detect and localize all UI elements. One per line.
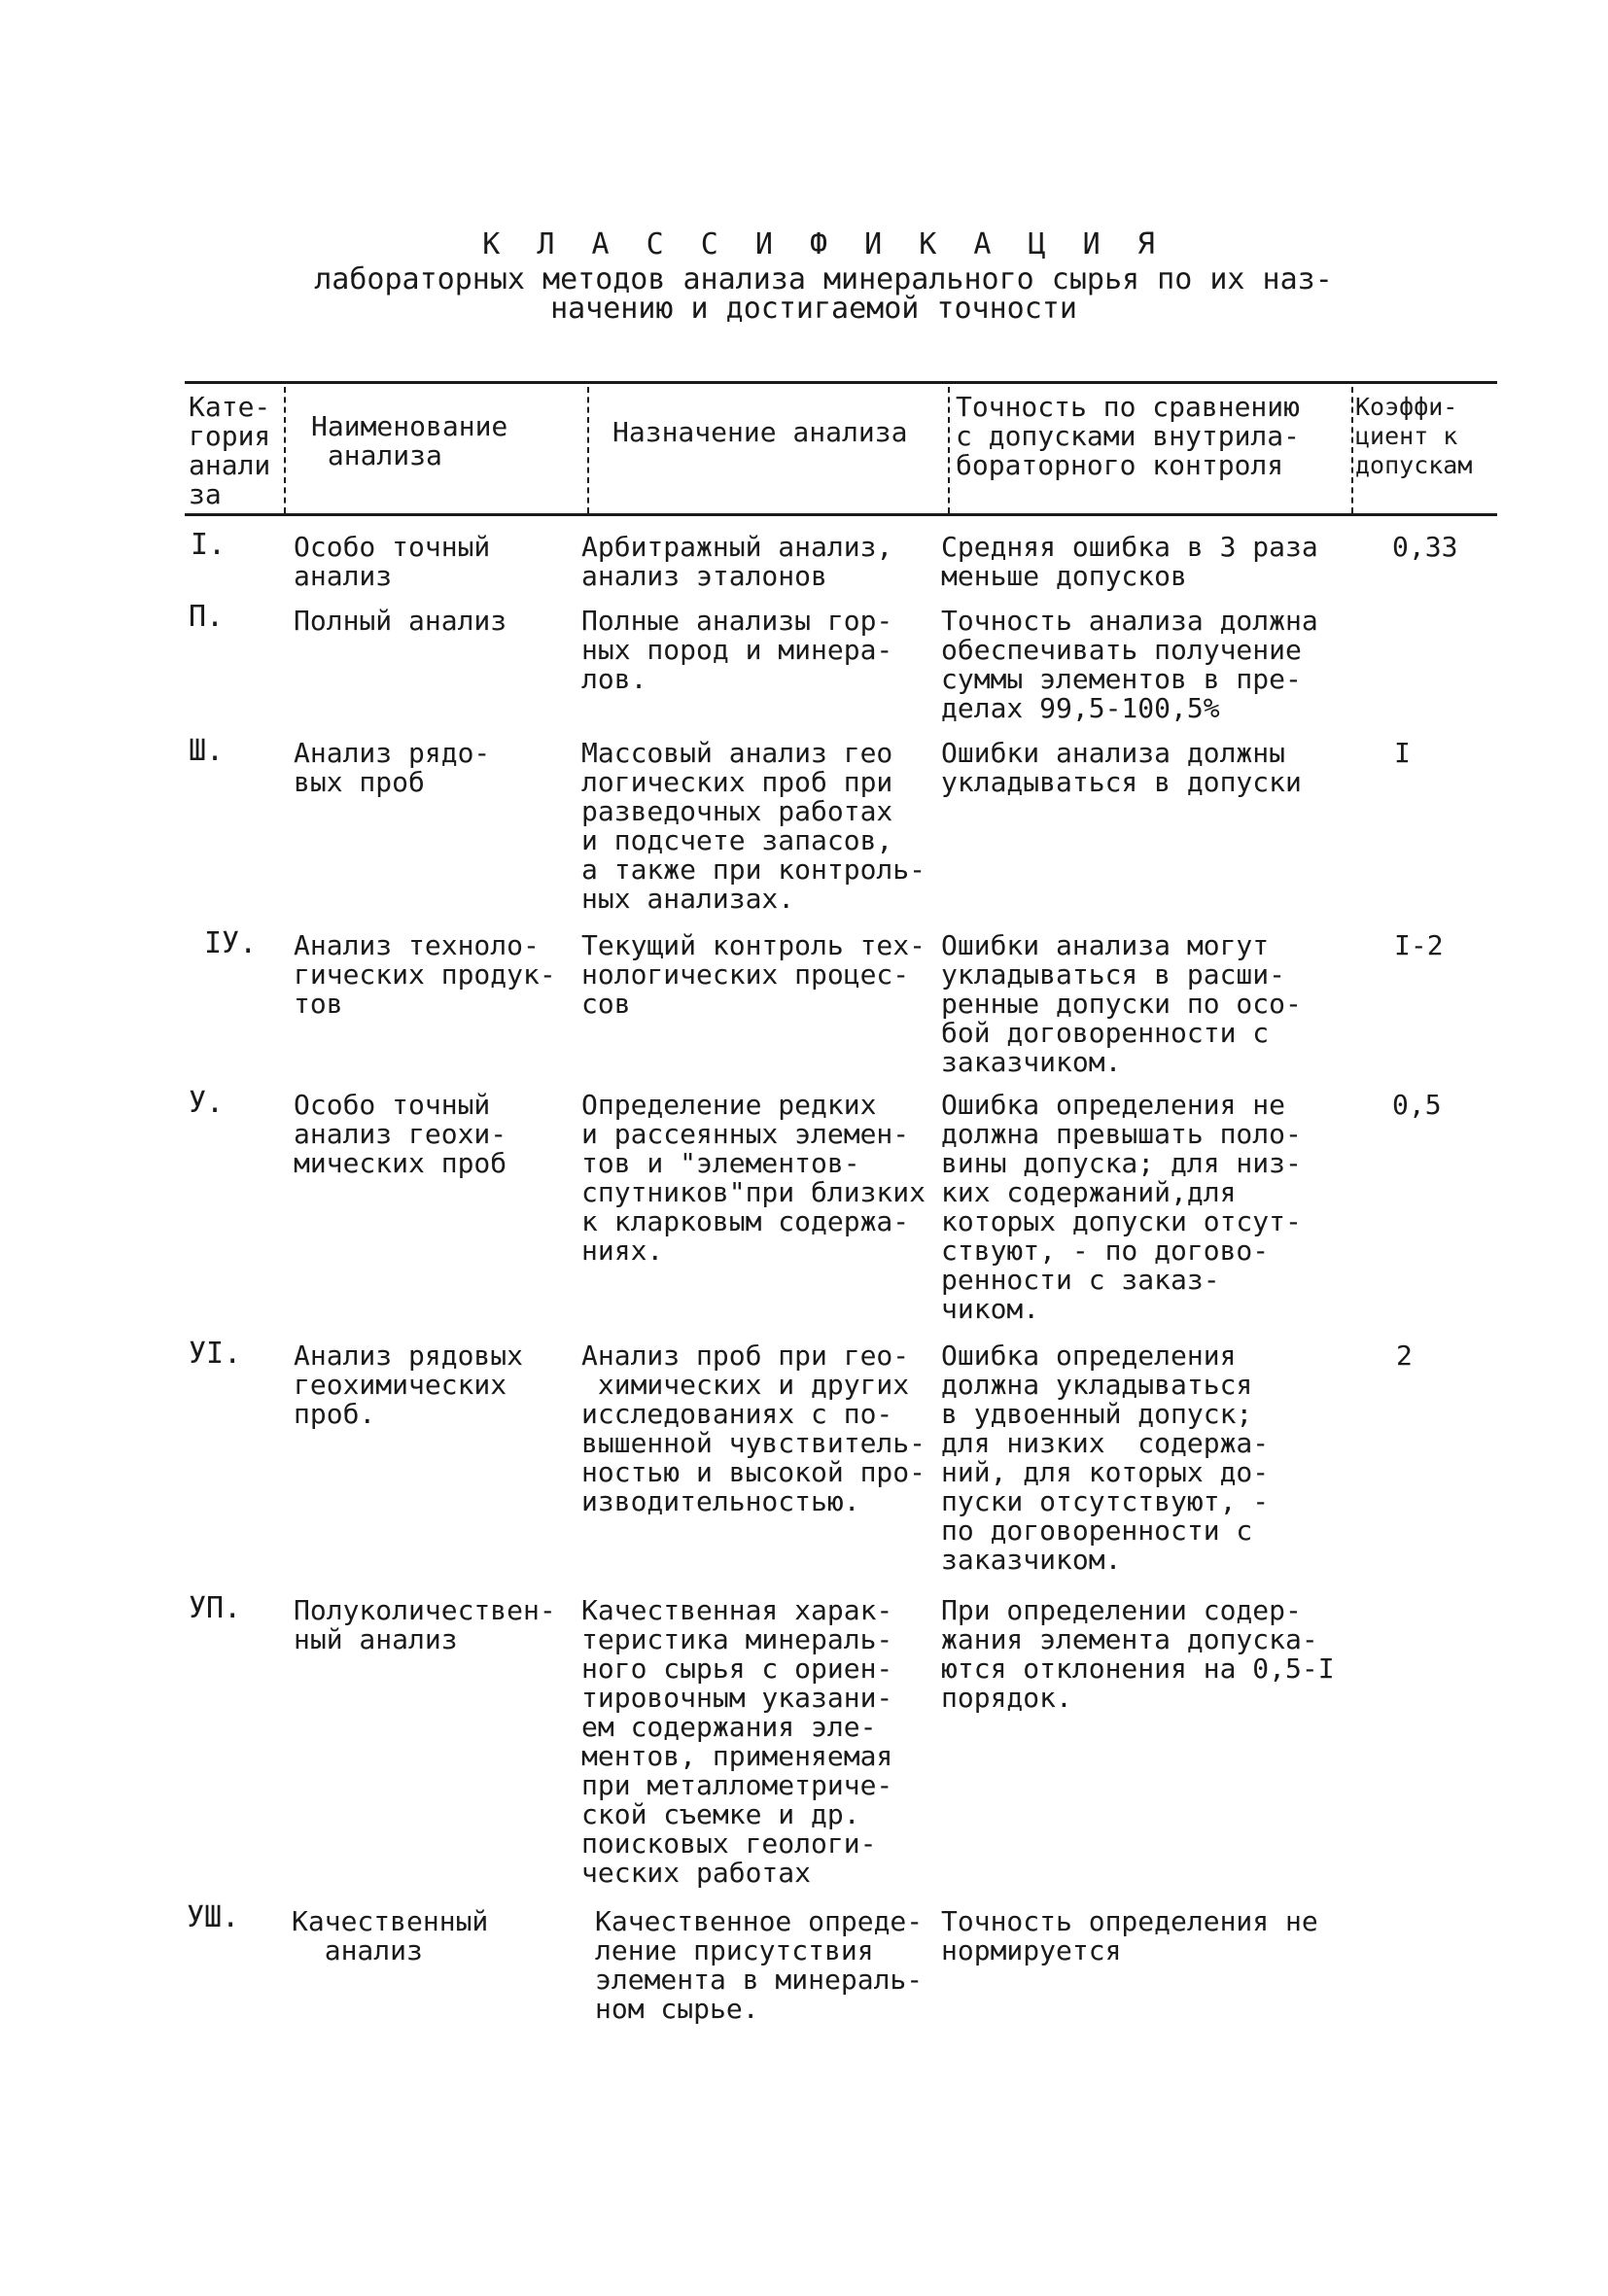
column-header-category: Кате- гория анали за — [189, 391, 271, 510]
row-5-coefficient: 0,5 — [1392, 1089, 1442, 1121]
row-2-name: Полный анализ — [294, 605, 507, 637]
row-4-name: Анализ техноло- гических продук- тов — [294, 929, 556, 1020]
row-4-category: IУ. — [204, 926, 258, 960]
row-3-purpose: Массовый анализ гео логических проб при разведочных работах и подсчете запасов, а также при контроль- ных анализах. — [581, 737, 926, 915]
row-7-accuracy: При определении содер- жания элемента допуска- ются отклонения на 0,5-I порядок. — [941, 1594, 1335, 1714]
row-1-purpose: Арбитражный анализ, анализ эталонов — [581, 531, 893, 592]
row-4-accuracy: Ошибки анализа могут укладываться в расши- ренные допуски по осо- бой договоренности с заказчиком. — [941, 929, 1302, 1078]
row-6-purpose: Анализ проб при гео- химических и других исследованиях с по- вышенной чувствитель- ностью и высокой про- изводительностью. — [581, 1339, 926, 1517]
column-separator — [948, 387, 950, 513]
row-8-purpose: Качественное опреде- ление присутствия элемента в минераль- ном сырье. — [595, 1905, 924, 2025]
column-separator — [587, 387, 589, 513]
row-3-accuracy: Ошибки анализа должны укладываться в допуски — [941, 737, 1302, 798]
column-header-name: Наименование анализа — [311, 410, 508, 471]
row-8-category: УШ. — [187, 1900, 240, 1934]
row-1-name: Особо точный анализ — [294, 531, 491, 592]
row-8-accuracy: Точность определения не нормируется — [941, 1905, 1318, 1966]
row-7-name: Полуколичествен- ный анализ — [294, 1594, 556, 1655]
table-top-rule — [185, 381, 1497, 384]
table-header-rule — [185, 513, 1497, 516]
row-1-category: I. — [191, 528, 227, 562]
row-3-name: Анализ рядо- вых проб — [294, 737, 491, 798]
column-header-purpose: Назначение анализа — [612, 416, 908, 448]
row-6-name: Анализ рядовых геохимических проб. — [294, 1339, 524, 1430]
document-subtitle-line-2: начению и достигаемой точности — [550, 292, 1077, 326]
column-header-coefficient: Коэффи- циент к допускам — [1355, 393, 1473, 479]
row-5-purpose: Определение редких и рассеянных элемен- тов и "элементов- спутников"при близких к кларковым содержа- ниях. — [581, 1089, 926, 1267]
document-subtitle-line-1: лабораторных методов анализа минерального сырья по их наз- — [314, 262, 1333, 296]
document-title: К Л А С С И Ф И К А Ц И Я — [482, 227, 1165, 261]
row-6-category: УI. — [189, 1337, 242, 1371]
row-2-purpose: Полные анализы гор- ных пород и минера- лов. — [581, 605, 893, 695]
row-7-category: УП. — [189, 1591, 242, 1625]
row-2-accuracy: Точность анализа должна обеспечивать получение суммы элементов в пре- делах 99,5-100,5% — [941, 605, 1318, 724]
column-header-accuracy: Точность по сравнению с допусками внутрила- бораторного контроля — [956, 391, 1301, 481]
row-2-category: П. — [189, 600, 225, 634]
row-5-accuracy: Ошибка определения не должна превышать поло- вины допуска; для низ- ких содержаний,для которых допуски отсут- ствуют, - по догово- ренности с заказ- чиком. — [941, 1089, 1302, 1325]
row-1-coefficient: 0,33 — [1392, 531, 1458, 563]
row-4-coefficient: I-2 — [1394, 929, 1444, 961]
column-separator — [284, 387, 286, 513]
row-1-accuracy: Средняя ошибка в 3 раза меньше допусков — [941, 531, 1318, 592]
row-6-coefficient: 2 — [1396, 1339, 1413, 1372]
row-5-category: У. — [189, 1086, 225, 1120]
row-3-coefficient: I — [1394, 737, 1411, 769]
column-separator — [1351, 387, 1353, 513]
row-3-category: Ш. — [189, 734, 225, 768]
row-5-name: Особо точный анализ геохи- мических проб — [294, 1089, 507, 1179]
row-7-purpose: Качественная харак- теристика минераль- ного сырья с ориен- тировочным указани- ем содержания эле- ментов, применяемая при металлометриче- ской съемке и др. поисковых геологи- ческих работах — [581, 1594, 893, 1889]
row-6-accuracy: Ошибка определения должна укладываться в удвоенный допуск; для низких содержа- ний, для которых до- пуски отсутствуют, - по договоренности с заказчиком. — [941, 1339, 1270, 1576]
row-4-purpose: Текущий контроль тех- нологических процес- сов — [581, 929, 926, 1020]
row-8-name: Качественный анализ — [292, 1905, 489, 1966]
